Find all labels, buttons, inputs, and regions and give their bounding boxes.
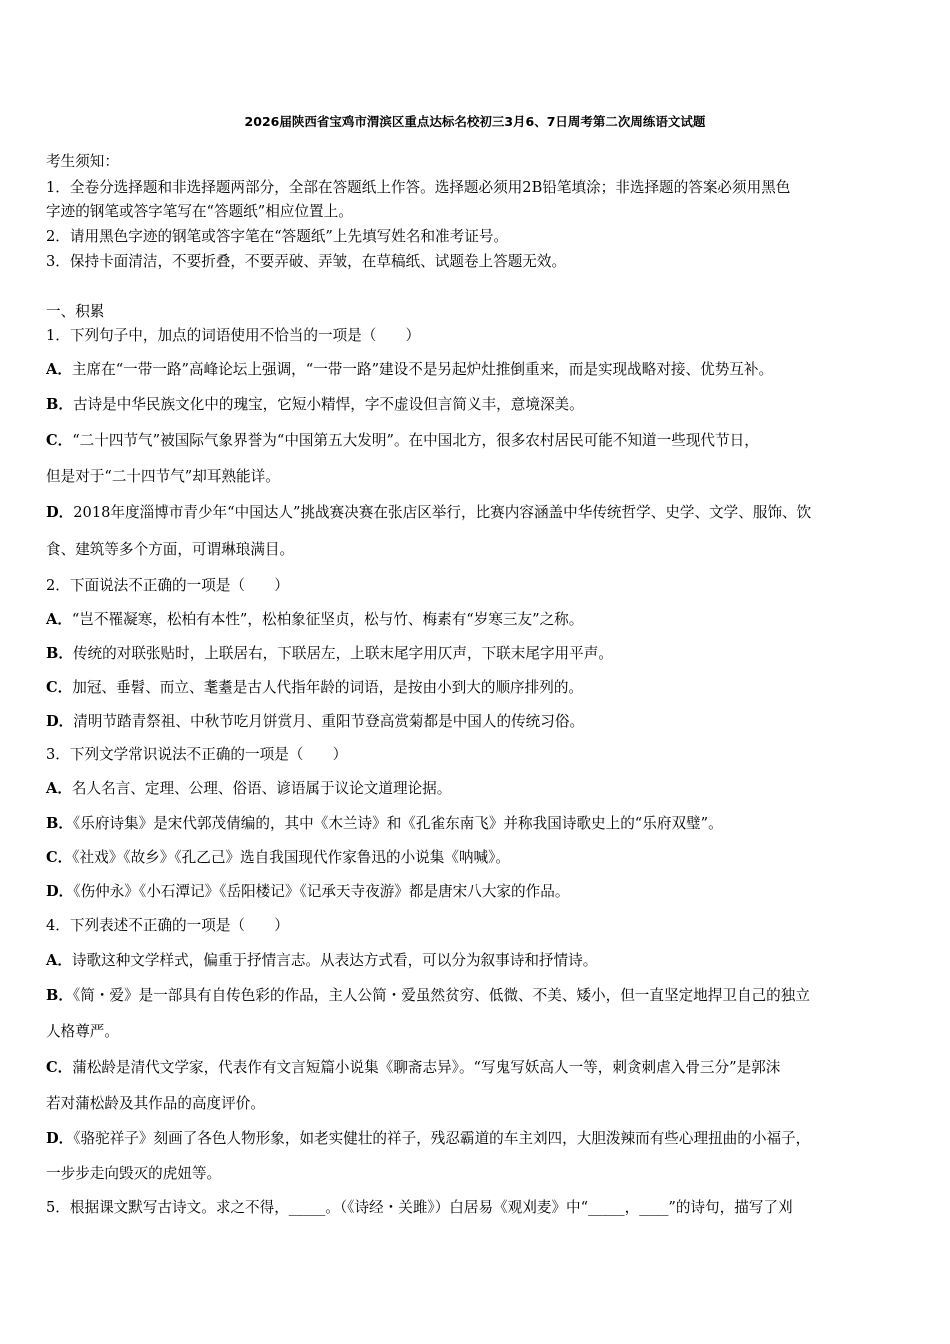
q4-d-text-2: 一步步走向毁灭的虎妞等。 [46, 1165, 222, 1182]
q2-b-label: B． [46, 645, 73, 662]
q4-b-label: B． [46, 987, 73, 1004]
q1-option-c [46, 431, 759, 451]
q4-option-b [46, 986, 810, 1006]
page-title: 2026届陕西省宝鸡市渭滨区重点达标名校初三3月6、7日周考第二次周练语文试题 [244, 114, 706, 129]
q1-b-label: B． [46, 396, 73, 413]
q2-c-label: C． [46, 679, 73, 696]
q2-option-c [46, 678, 583, 698]
q3-a-text: 名人名言、定理、公理、俗语、谚语属于议论文道理论据。 [71, 780, 452, 797]
q1-d-text-2: 食、建筑等多个方面，可谓琳琅满目。 [46, 541, 295, 558]
q4-d-label: D． [46, 1130, 74, 1147]
q1-d-label: D． [46, 504, 74, 521]
q3-b-label: B． [46, 815, 73, 832]
q4-b-text-2: 人格尊严。 [46, 1023, 119, 1040]
notice-heading: 考生须知： [46, 153, 119, 170]
q1-a-text: 主席在“一带一路”高峰论坛上强调，“一带一路”建设不是另起炉灶推倒重来，而是实现战略对接、优势互补。 [71, 361, 774, 378]
q2-option-d [46, 712, 584, 732]
q4-c-label: C． [46, 1059, 73, 1076]
q2-option-a [46, 610, 583, 630]
q4-c-text-2: 若对蒲松龄及其作品的高度评价。 [46, 1095, 265, 1112]
q3-d-label: D． [46, 883, 74, 900]
q4-a-label: A． [46, 952, 72, 969]
q3-option-d [46, 882, 569, 902]
q4-stem: 4．下列表述不正确的一项是（ ） [46, 917, 289, 934]
q4-a-text: 诗歌这种文学样式，偏重于抒情言志。从表达方式看，可以分为叙事诗和抒情诗。 [71, 952, 598, 969]
q2-d-label: D． [46, 713, 74, 730]
q2-d-text: 清明节踏青祭祖、中秋节吃月饼赏月、重阳节登高赏菊都是中国人的传统习俗。 [73, 713, 585, 730]
q2-a-label: A． [46, 611, 72, 628]
q1-option-a [46, 360, 773, 380]
q2-option-b [46, 644, 613, 664]
q3-a-label: A． [46, 780, 72, 797]
q1-b-text: 古诗是中华民族文化中的瑰宝，它短小精悍，字不虚设但言简义丰，意境深美。 [72, 396, 584, 413]
q1-c-label: C． [46, 432, 73, 449]
notice-line-1a: 1．全卷分选择题和非选择题两部分，全部在答题纸上作答。选择题必须用2B铅笔填涂；非选择题的答案必须用黑色 [46, 179, 791, 196]
section-heading: 一、积累 [46, 303, 105, 320]
q3-d-text: 《伤仲永》《小石潭记》《岳阳楼记》《记承天寺夜游》都是唐宋八大家的作品。 [73, 883, 570, 900]
q3-option-b [46, 814, 723, 834]
q2-c-text: 加冠、垂髫、而立、耄耋是古人代指年龄的词语，是按由小到大的顺序排列的。 [72, 679, 584, 696]
q4-c-text-1: 蒲松龄是清代文学家，代表作有文言短篇小说集《聊斋志异》。“写鬼写妖高人一等，刺贪刺虐入骨三分”是郭沫 [72, 1059, 781, 1076]
q3-c-label: C． [46, 849, 73, 866]
q1-d-text-1: 2018年度淄博市青少年“中国达人”挑战赛决赛在张店区举行，比赛内容涵盖中华传统哲学、史学、文学、服饰、饮 [73, 504, 812, 521]
notice-line-1b: 字迹的钢笔或答字笔写在“答题纸”相应位置上。 [46, 203, 353, 220]
q1-option-b [46, 395, 584, 415]
q2-stem: 2．下面说法不正确的一项是（ ） [46, 577, 289, 594]
q3-option-a [46, 779, 451, 799]
q4-option-c [46, 1058, 780, 1078]
q4-option-d [46, 1129, 810, 1149]
q4-d-text-1: 《骆驼祥子》刻画了各色人物形象，如老实健壮的祥子，残忍霸道的车主刘四，大胆泼辣而有些心理扭曲的小福子， [73, 1130, 811, 1147]
notice-line-3: 3．保持卡面清洁，不要折叠，不要弄破、弄皱，在草稿纸、试题卷上答题无效。 [46, 253, 567, 270]
q3-stem: 3．下列文学常识说法不正确的一项是（ ） [46, 746, 348, 763]
q4-option-a [46, 951, 597, 971]
q3-option-c [46, 848, 510, 868]
q1-c-text-2: 但是对于“二十四节气”却耳熟能详。 [46, 468, 280, 485]
q5-stem: 5．根据课文默写古诗文。求之不得，_____。（《诗经・关雎》）白居易《观刈麦》中“_____，____”的诗句，描写了刈 [46, 1199, 793, 1216]
q2-a-text: “岂不罹凝寒，松柏有本性”，松柏象征坚贞，松与竹、梅素有“岁寒三友”之称。 [71, 611, 584, 628]
q2-b-text: 传统的对联张贴时，上联居右，下联居左，上联末尾字用仄声，下联末尾字用平声。 [72, 645, 613, 662]
q1-c-text-1: “二十四节气”被国际气象界誉为“中国第五大发明”。在中国北方，很多农村居民可能不知道一些现代节日， [72, 432, 759, 449]
q1-option-d [46, 503, 811, 523]
q3-b-text: 《乐府诗集》是宋代郭茂倩编的，其中《木兰诗》和《孔雀东南飞》并称我国诗歌史上的“乐府双璧”。 [72, 815, 723, 832]
q1-a-label: A． [46, 361, 72, 378]
q4-b-text-1: 《简・爱》是一部具有自传色彩的作品，主人公简・爱虽然贫穷、低微、不美、矮小，但一直坚定地捍卫自己的独立 [72, 987, 810, 1004]
q1-stem: 1．下列句子中，加点的词语使用不恰当的一项是（ ） [46, 327, 421, 344]
notice-line-2: 2．请用黑色字迹的钢笔或答字笔在“答题纸”上先填写姓名和准考证号。 [46, 228, 509, 245]
q3-c-text: 《社戏》《故乡》《孔乙己》选自我国现代作家鲁迅的小说集《呐喊》。 [72, 849, 511, 866]
